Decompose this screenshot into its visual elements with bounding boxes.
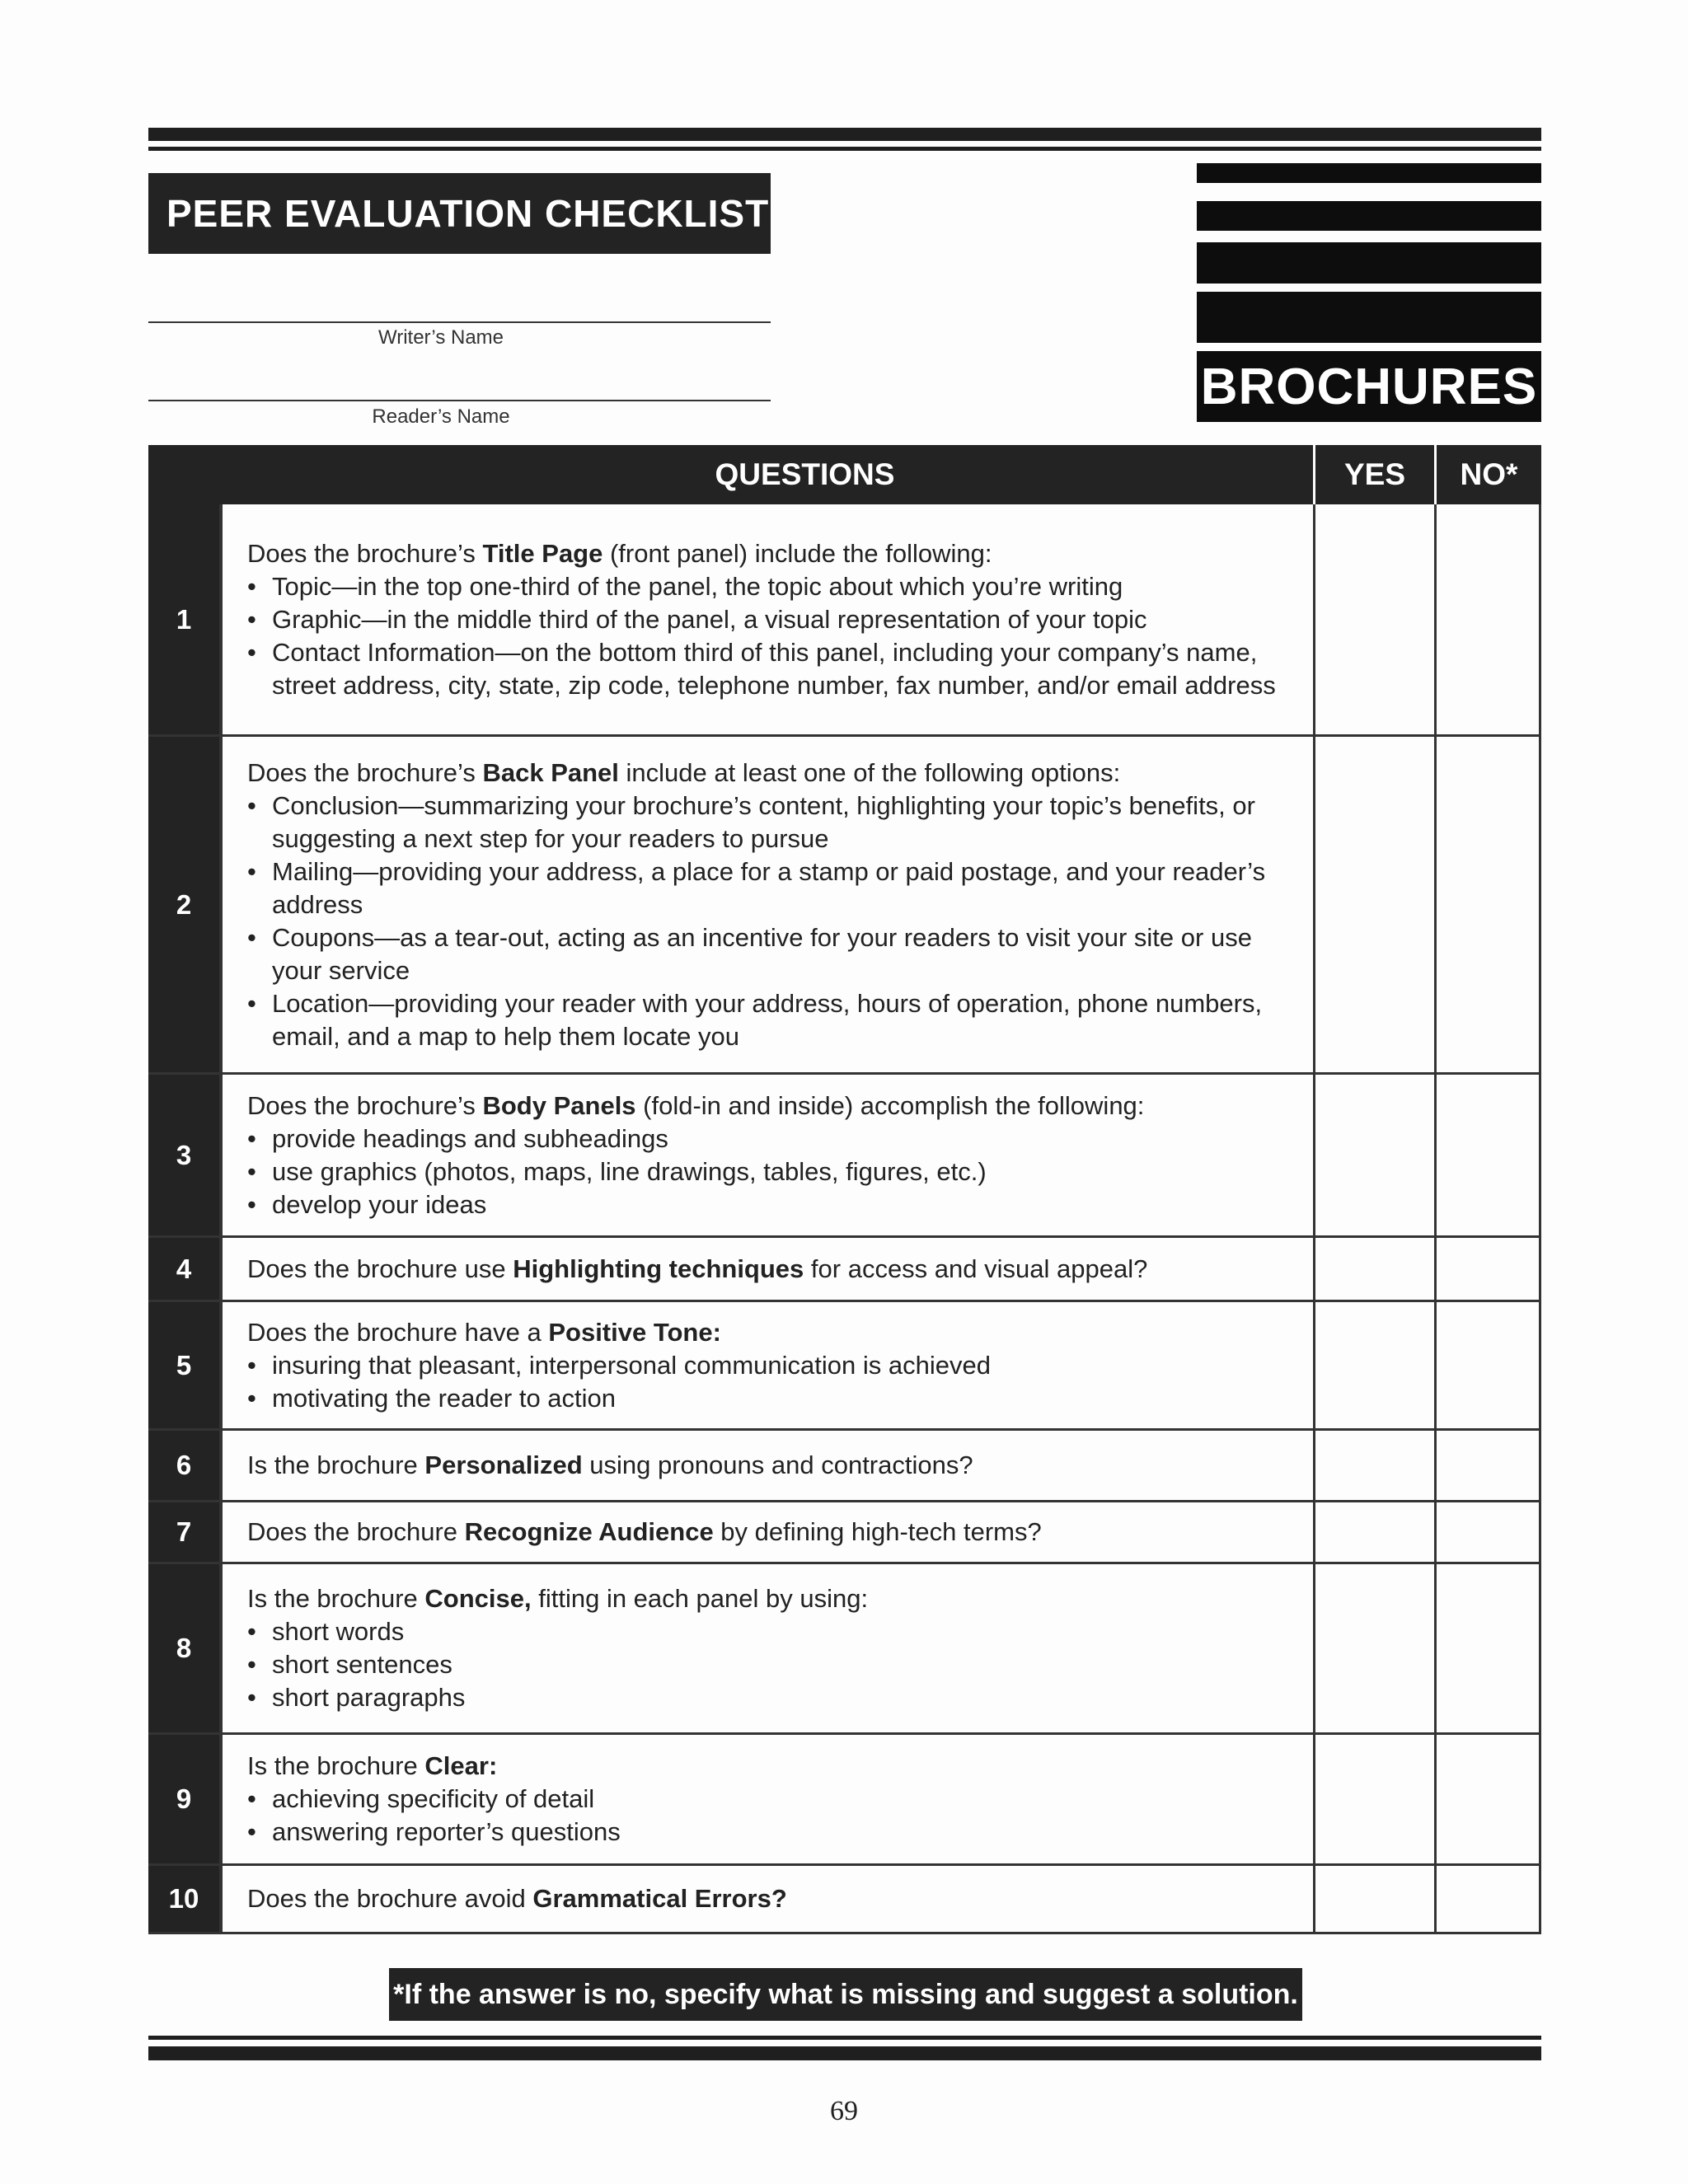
question-keyword: Personalized (424, 1451, 583, 1479)
bullet-icon: • (247, 790, 256, 820)
table-row (148, 1431, 1541, 1502)
bullet-item (247, 1155, 1313, 1188)
no-checkbox-cell[interactable] (1437, 1075, 1539, 1235)
table-row (148, 737, 1541, 1075)
writer-name-label: Writer’s Name (377, 326, 504, 349)
table-row (148, 1735, 1541, 1866)
yes-checkbox-cell[interactable] (1315, 1735, 1434, 1863)
column-divider (219, 737, 223, 1072)
bullet-icon: • (247, 1617, 256, 1646)
question-suffix: fitting in each panel by using: (531, 1584, 869, 1613)
question-prefix: Does the brochure (247, 1517, 465, 1546)
bullet-item (247, 603, 1313, 636)
no-checkbox-cell[interactable] (1437, 1735, 1539, 1863)
question-suffix: using pronouns and contractions? (582, 1451, 973, 1479)
bullet-icon: • (247, 856, 256, 886)
yes-header: YES (1343, 457, 1406, 491)
bullet-item (247, 1382, 1313, 1415)
bullet-item (247, 1783, 1313, 1816)
row-number: 6 (148, 1431, 219, 1500)
table-row (148, 1866, 1541, 1934)
question-cell (223, 1564, 1313, 1732)
question-text (247, 1882, 1313, 1915)
column-divider (219, 1302, 223, 1428)
top-rule-thin (148, 147, 1541, 151)
bullet-item (247, 636, 1313, 702)
question-prefix: Does the brochure use (247, 1254, 513, 1283)
bullet-text: Mailing—providing your address, a place for a stamp or paid postage, and your reader’s address (272, 856, 1266, 919)
row-number: 1 (148, 504, 219, 734)
table-row (148, 1564, 1541, 1735)
bullet-text: short words (272, 1617, 405, 1646)
column-divider (1539, 1431, 1541, 1500)
question-cell (223, 1431, 1313, 1500)
row-number: 4 (148, 1238, 219, 1300)
bullet-icon: • (247, 1156, 256, 1186)
no-checkbox-cell[interactable] (1437, 737, 1539, 1072)
question-suffix: for access and visual appeal? (804, 1254, 1148, 1283)
writer-name-line[interactable] (148, 321, 771, 323)
column-divider (1539, 737, 1541, 1072)
bullet-text: develop your ideas (272, 1189, 487, 1219)
top-rule-thick (148, 128, 1541, 141)
table-row (148, 1302, 1541, 1431)
question-prefix: Is the brochure (247, 1584, 425, 1613)
column-divider (219, 1564, 223, 1732)
bullet-icon: • (247, 1683, 256, 1712)
table-body (148, 504, 1541, 1934)
question-prefix: Does the brochure’s (247, 538, 483, 568)
bullet-item (247, 921, 1313, 987)
table-row (148, 1502, 1541, 1564)
decorative-stripe (1197, 292, 1541, 343)
column-divider (1539, 1564, 1541, 1732)
question-cell (223, 1302, 1313, 1428)
bullet-text: Location—providing your reader with your address, hours of operation, phone numbers, email, and a map to help them locate you (272, 988, 1263, 1051)
column-divider (1539, 1302, 1541, 1428)
row-number: 7 (148, 1502, 219, 1562)
bullet-text: achieving specificity of detail (272, 1784, 595, 1813)
bullet-item (247, 790, 1313, 855)
bullet-text: insuring that pleasant, interpersonal communication is achieved (272, 1350, 991, 1380)
table-row (148, 1238, 1541, 1302)
column-divider (1539, 1735, 1541, 1863)
section-badge: BROCHURES (1197, 351, 1541, 422)
bullet-text: short paragraphs (272, 1683, 466, 1712)
question-text (247, 1316, 1313, 1349)
row-number: 3 (148, 1075, 219, 1235)
bullet-icon: • (247, 1123, 256, 1153)
question-keyword: Body Panels (482, 1090, 636, 1120)
table-header (148, 445, 1541, 504)
question-keyword: Clear: (424, 1751, 498, 1780)
question-text (247, 1750, 1313, 1783)
bullet-item (247, 1816, 1313, 1849)
bullet-icon: • (247, 1383, 256, 1413)
row-number: 9 (148, 1735, 219, 1863)
question-suffix: by defining high-tech terms? (713, 1517, 1042, 1546)
decorative-stripe (1197, 242, 1541, 284)
question-text (247, 1516, 1313, 1549)
column-divider (219, 1502, 223, 1562)
checklist-table (148, 445, 1541, 1934)
questions-header: QUESTIONS (715, 457, 895, 491)
yes-checkbox-cell[interactable] (1315, 737, 1434, 1072)
yes-checkbox-cell[interactable] (1315, 1866, 1434, 1932)
bottom-rule-thin (148, 2036, 1541, 2040)
bullet-text: provide headings and subheadings (272, 1123, 668, 1153)
bullet-text: use graphics (photos, maps, line drawings, tables, figures, etc.) (272, 1156, 987, 1186)
no-header: NO* (1460, 457, 1518, 491)
yes-checkbox-cell[interactable] (1315, 1238, 1434, 1300)
question-prefix: Is the brochure (247, 1451, 425, 1479)
bullet-icon: • (247, 922, 256, 952)
page-title: PEER EVALUATION CHECKLIST (148, 173, 771, 254)
table-row (148, 504, 1541, 737)
page-number: 69 (830, 2096, 858, 2126)
column-divider (219, 1075, 223, 1235)
bullet-icon: • (247, 1189, 256, 1219)
bullet-text: Conclusion—summarizing your brochure’s content, highlighting your topic’s benefits, or suggesting a next step for your readers to pursue (272, 790, 1255, 853)
column-divider (219, 1735, 223, 1863)
yes-checkbox-cell[interactable] (1315, 1075, 1434, 1235)
question-suffix: (front panel) include the following: (603, 538, 992, 568)
bottom-rule-thick (148, 2046, 1541, 2060)
no-checkbox-cell[interactable] (1437, 504, 1539, 734)
bullet-item (247, 570, 1313, 603)
column-divider (219, 1866, 223, 1932)
question-keyword: Grammatical Errors? (532, 1884, 787, 1913)
bullet-item (247, 1648, 1313, 1681)
bullet-item (247, 855, 1313, 921)
question-cell (223, 1735, 1313, 1863)
bullet-item (247, 1188, 1313, 1221)
reader-name-line[interactable] (148, 400, 771, 401)
column-divider (219, 1238, 223, 1300)
no-checkbox-cell[interactable] (1437, 1431, 1539, 1500)
question-cell (223, 504, 1313, 734)
no-checkbox-cell[interactable] (1437, 1866, 1539, 1932)
bullet-item (247, 1122, 1313, 1155)
yes-checkbox-cell[interactable] (1315, 504, 1434, 734)
column-divider (1539, 504, 1541, 734)
question-keyword: Highlighting techniques (513, 1254, 804, 1283)
bullet-text: answering reporter’s questions (272, 1817, 621, 1846)
question-text (247, 757, 1313, 790)
question-suffix: include at least one of the following options: (618, 757, 1121, 787)
bullet-text: Contact Information—on the bottom third of this panel, including your company’s name, street address, city, state, zip code, telephone number, fax number, and/or email address (272, 637, 1276, 700)
question-prefix: Does the brochure have a (247, 1317, 549, 1347)
footnote: *If the answer is no, specify what is missing and suggest a solution. (389, 1968, 1302, 2021)
question-cell (223, 1238, 1313, 1300)
bullet-item (247, 1349, 1313, 1382)
row-number: 8 (148, 1564, 219, 1732)
question-cell (223, 1502, 1313, 1562)
bullet-icon: • (247, 1817, 256, 1846)
question-text (247, 537, 1313, 570)
column-divider (1539, 1075, 1541, 1235)
column-divider (219, 504, 223, 734)
yes-checkbox-cell[interactable] (1315, 1502, 1434, 1562)
question-keyword: Positive Tone: (548, 1317, 721, 1347)
bullet-icon: • (247, 604, 256, 634)
bullet-icon: • (247, 571, 256, 601)
no-checkbox-cell[interactable] (1437, 1238, 1539, 1300)
question-prefix: Does the brochure’s (247, 1090, 483, 1120)
row-number: 2 (148, 737, 219, 1072)
column-divider (1539, 1866, 1541, 1932)
bullet-item (247, 1681, 1313, 1714)
question-cell (223, 1866, 1313, 1932)
column-divider (219, 1431, 223, 1500)
yes-checkbox-cell[interactable] (1315, 1302, 1434, 1428)
table-row (148, 1075, 1541, 1238)
no-checkbox-cell[interactable] (1437, 1302, 1539, 1428)
decorative-stripe (1197, 201, 1541, 231)
question-text (247, 1449, 1313, 1482)
row-number: 5 (148, 1302, 219, 1428)
question-cell (223, 737, 1313, 1072)
bullet-item (247, 1615, 1313, 1648)
question-text (247, 1090, 1313, 1122)
bullet-text: motivating the reader to action (272, 1383, 617, 1413)
question-prefix: Is the brochure (247, 1751, 425, 1780)
question-keyword: Title Page (482, 538, 603, 568)
decorative-stripe (1197, 163, 1541, 183)
yes-checkbox-cell[interactable] (1315, 1564, 1434, 1732)
bullet-icon: • (247, 988, 256, 1018)
row-number: 10 (148, 1866, 219, 1932)
bullet-icon: • (247, 1350, 256, 1380)
reader-name-label: Reader’s Name (372, 405, 510, 428)
yes-checkbox-cell[interactable] (1315, 1431, 1434, 1500)
bullet-icon: • (247, 1784, 256, 1813)
question-keyword: Concise, (424, 1584, 532, 1613)
no-checkbox-cell[interactable] (1437, 1564, 1539, 1732)
column-divider (1539, 1502, 1541, 1562)
bullet-item (247, 987, 1313, 1053)
question-text (247, 1253, 1313, 1286)
bullet-text: short sentences (272, 1650, 452, 1679)
bullet-text: Coupons—as a tear-out, acting as an incentive for your readers to visit your site or use your service (272, 922, 1252, 985)
bullet-text: Graphic—in the middle third of the panel, a visual representation of your topic (272, 604, 1147, 634)
no-checkbox-cell[interactable] (1437, 1502, 1539, 1562)
column-divider (1539, 1238, 1541, 1300)
question-keyword: Recognize Audience (464, 1517, 714, 1546)
bullet-text: Topic—in the top one-third of the panel, the topic about which you’re writing (272, 571, 1123, 601)
question-prefix: Does the brochure’s (247, 757, 483, 787)
question-suffix: (fold-in and inside) accomplish the following: (635, 1090, 1145, 1120)
question-cell (223, 1075, 1313, 1235)
question-prefix: Does the brochure avoid (247, 1884, 533, 1913)
question-text (247, 1582, 1313, 1615)
bullet-icon: • (247, 637, 256, 667)
question-keyword: Back Panel (482, 757, 619, 787)
bullet-icon: • (247, 1650, 256, 1679)
